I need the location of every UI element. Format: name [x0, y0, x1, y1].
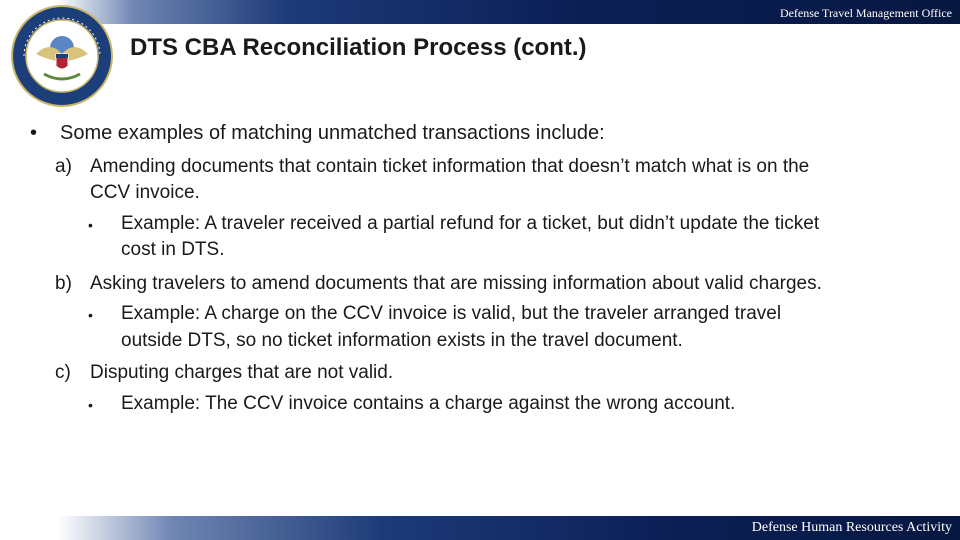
dod-seal-logo — [10, 4, 114, 108]
item-a-line1: Amending documents that contain ticket information that doesn’t match what is on the — [90, 156, 810, 177]
bullet-marker: • — [30, 122, 38, 144]
intro-text: Some examples of matching unmatched transactions include: — [60, 122, 605, 144]
item-c-line1: Disputing charges that are not valid. — [90, 362, 394, 383]
item-marker-a: a) — [55, 156, 72, 177]
item-c-example-line1: Example: The CCV invoice contains a charge against the wrong account. — [121, 393, 736, 414]
header-bar — [0, 0, 960, 24]
sub-bullet-marker: • — [88, 307, 93, 323]
item-b-line1: Asking travelers to amend documents that are missing information about valid charges. — [90, 273, 822, 294]
header-org-name: Defense Travel Management Office — [779, 6, 952, 20]
item-a-example-line2: cost in DTS. — [121, 239, 225, 260]
footer-org-name: Defense Human Resources Activity — [751, 520, 952, 535]
footer-bar — [0, 516, 960, 540]
page-title: DTS CBA Reconciliation Process (cont.) — [130, 34, 587, 61]
item-marker-b: b) — [55, 273, 72, 294]
sub-bullet-marker: • — [88, 397, 93, 413]
item-marker-c: c) — [55, 362, 71, 383]
item-b-example-line2: outside DTS, so no ticket information exists in the travel document. — [121, 330, 683, 351]
item-b-example-line1: Example: A charge on the CCV invoice is valid, but the traveler arranged travel — [121, 303, 782, 324]
item-a-example-line1: Example: A traveler received a partial refund for a ticket, but didn’t update the ticket — [121, 213, 820, 234]
sub-bullet-marker: • — [88, 217, 93, 233]
item-a-line2: CCV invoice. — [90, 182, 200, 203]
